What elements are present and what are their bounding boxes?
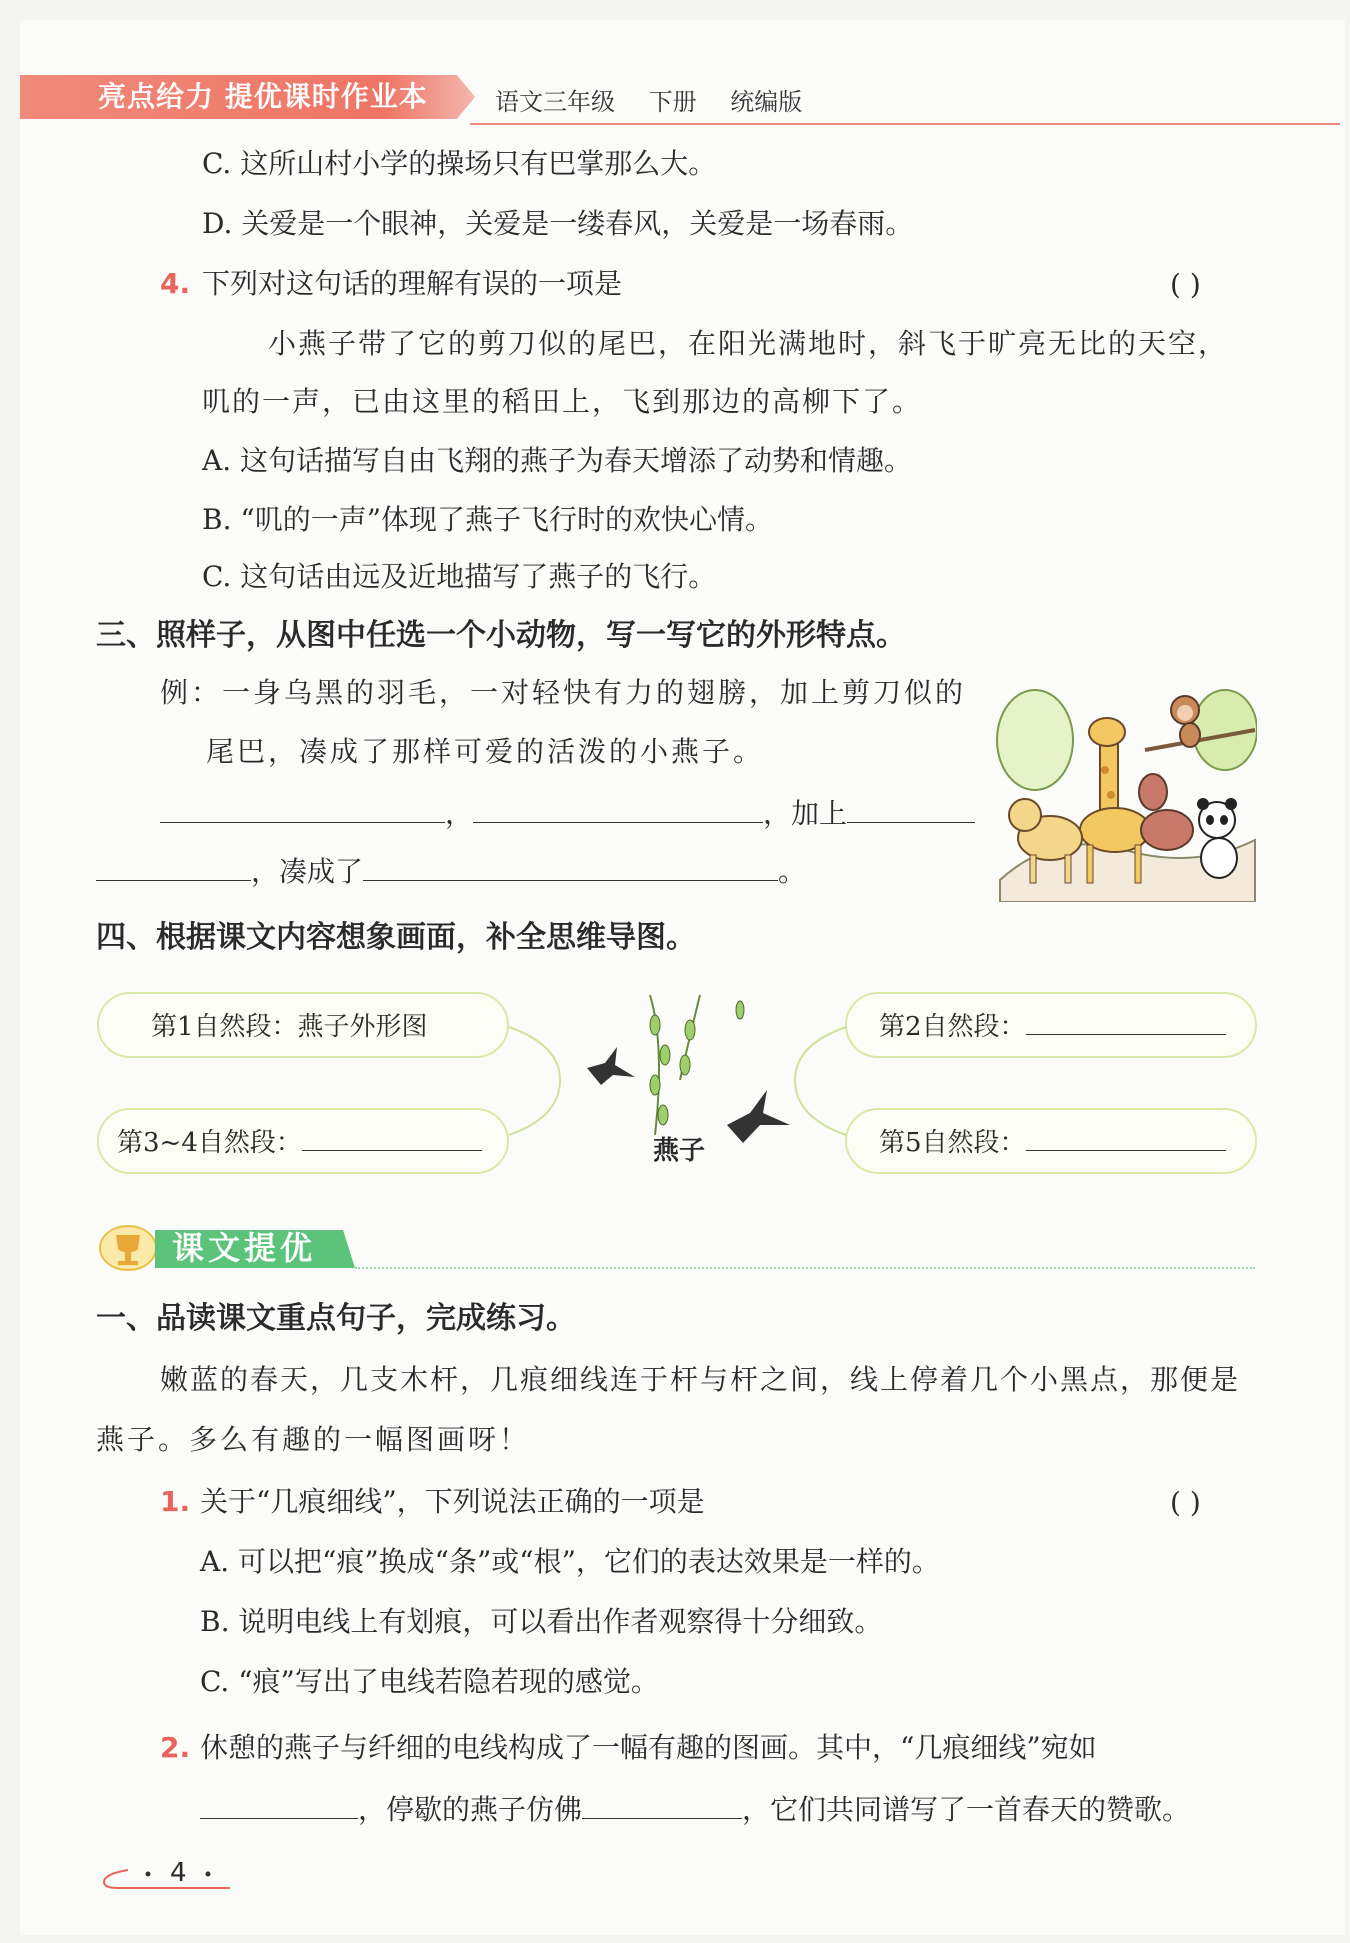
q4-passage-line2: 叽的一声，已由这里的稻田上，飞到那边的高柳下了。	[202, 385, 923, 418]
section3-example-line2: 尾巴，凑成了那样可爱的活泼的小燕子。	[206, 735, 765, 768]
mindmap-box-4-label: 第5自然段：	[879, 1128, 1026, 1158]
q4-option-c: C. 这句话由远及近地描写了燕子的飞行。	[202, 560, 717, 593]
header-subject: 语文三年级	[495, 88, 615, 116]
mindmap-blank-4[interactable]	[1026, 1128, 1226, 1151]
fill-blank-4[interactable]	[96, 850, 251, 881]
page-background	[20, 20, 1345, 1935]
q1-option-c: C. “痕”写出了电线若隐若现的感觉。	[200, 1665, 659, 1698]
q2-blank-2[interactable]	[582, 1788, 742, 1819]
plus-text: ，加上	[763, 797, 848, 830]
mindmap-box-4	[845, 1108, 1257, 1174]
mindmap-blank-3[interactable]	[302, 1128, 482, 1151]
mindmap-box-1	[97, 992, 509, 1058]
horse	[1139, 774, 1193, 850]
fill-blank-5[interactable]	[363, 850, 778, 881]
header-series: 亮点给力 提优课时作业本	[98, 80, 428, 113]
part1-passage-line2: 燕子。多么有趣的一幅图画呀！	[96, 1423, 531, 1456]
q2-end-text: ，它们共同谱写了一首春天的赞歌。	[742, 1793, 1191, 1826]
formed-text: ，凑成了	[251, 855, 364, 888]
period-text: 。	[778, 855, 807, 888]
section-banner-title: 课文提优	[172, 1229, 317, 1267]
q2-mid-text: ，停歇的燕子仿佛	[358, 1793, 583, 1826]
mindmap-blank-2[interactable]	[1026, 1012, 1226, 1035]
animal-illustration	[995, 680, 1257, 902]
trophy-icon	[98, 1223, 160, 1273]
prev-option-d: D. 关爱是一个眼神，关爱是一缕春风，关爱是一场春雨。	[202, 207, 914, 240]
mindmap-box-2-label: 第2自然段：	[879, 1012, 1026, 1042]
fill-blank-2[interactable]	[473, 792, 763, 823]
q1-option-a: A. 可以把“痕”换成“条”或“根”，它们的表达效果是一样的。	[200, 1545, 940, 1578]
section3-fill-line2	[96, 850, 806, 892]
q4-passage-line1: 小燕子带了它的剪刀似的尾巴，在阳光满地时，斜飞于旷亮无比的天空，	[268, 327, 1229, 360]
q4-number: 4.	[160, 267, 191, 300]
q1-number: 1.	[160, 1485, 191, 1518]
section3-example-line1: 例：一身乌黑的羽毛，一对轻快有力的翅膀，加上剪刀似的	[160, 676, 967, 709]
part1-title: 一、品读课文重点句子，完成练习。	[96, 1301, 576, 1336]
mindmap-box-1-label: 第1自然段：燕子外形图	[151, 1012, 428, 1042]
mindmap-box-3	[97, 1108, 509, 1174]
q1-option-b: B. 说明电线上有划痕，可以看出作者观察得十分细致。	[200, 1605, 883, 1638]
q2-line1: 休憩的燕子与纤细的电线构成了一幅有趣的图画。其中，“几痕细线”宛如	[200, 1731, 1097, 1764]
section3-fill-line1	[160, 792, 975, 834]
panda	[1197, 798, 1237, 878]
q4-option-b: B. “叽的一声”体现了燕子飞行时的欢快心情。	[202, 503, 774, 536]
q4-option-a: A. 这句话描写自由飞翔的燕子为春天增添了动势和情趣。	[202, 444, 913, 477]
q2-line2	[200, 1788, 1190, 1830]
part1-passage-line1: 嫩蓝的春天，几支木杆，几痕细线连于杆与杆之间，线上停着几个小黑点，那便是	[160, 1363, 1241, 1396]
section4-title: 四、根据课文内容想象画面，补全思维导图。	[96, 920, 696, 955]
fill-blank-3[interactable]	[847, 792, 975, 823]
header-edition: 统编版	[730, 88, 803, 116]
section-banner-rule	[355, 1267, 1255, 1269]
page-number: 4	[170, 1858, 187, 1888]
header-volume: 下册	[648, 88, 697, 116]
connector-left	[509, 1027, 560, 1135]
swallow-icon-large	[727, 1090, 790, 1143]
q2-number: 2.	[160, 1731, 191, 1764]
header-info	[495, 82, 828, 117]
willow-icon	[650, 995, 744, 1135]
mindmap-box-2	[845, 992, 1257, 1058]
q4-answer-paren[interactable]: ( )	[1170, 268, 1201, 301]
section3-title: 三、照样子，从图中任选一个小动物，写一写它的外形特点。	[96, 618, 906, 653]
connector-right	[795, 1027, 846, 1135]
mindmap-center-label: 燕子	[653, 1136, 706, 1166]
prev-option-c: C. 这所山村小学的操场只有巴掌那么大。	[202, 147, 717, 180]
fill-blank-1[interactable]	[160, 792, 445, 823]
mindmap-box-3-label: 第3~4自然段：	[117, 1128, 302, 1158]
q4-question: 下列对这句话的理解有误的一项是	[202, 267, 623, 300]
q2-blank-1[interactable]	[200, 1788, 358, 1819]
comma-text: ，	[445, 797, 474, 830]
q1-answer-paren[interactable]: ( )	[1170, 1486, 1201, 1519]
header-rule	[470, 123, 1340, 125]
q1-question: 关于“几痕细线”，下列说法正确的一项是	[200, 1485, 705, 1518]
swallow-icon-small	[587, 1047, 635, 1085]
page-number-decoration	[98, 1860, 233, 1890]
